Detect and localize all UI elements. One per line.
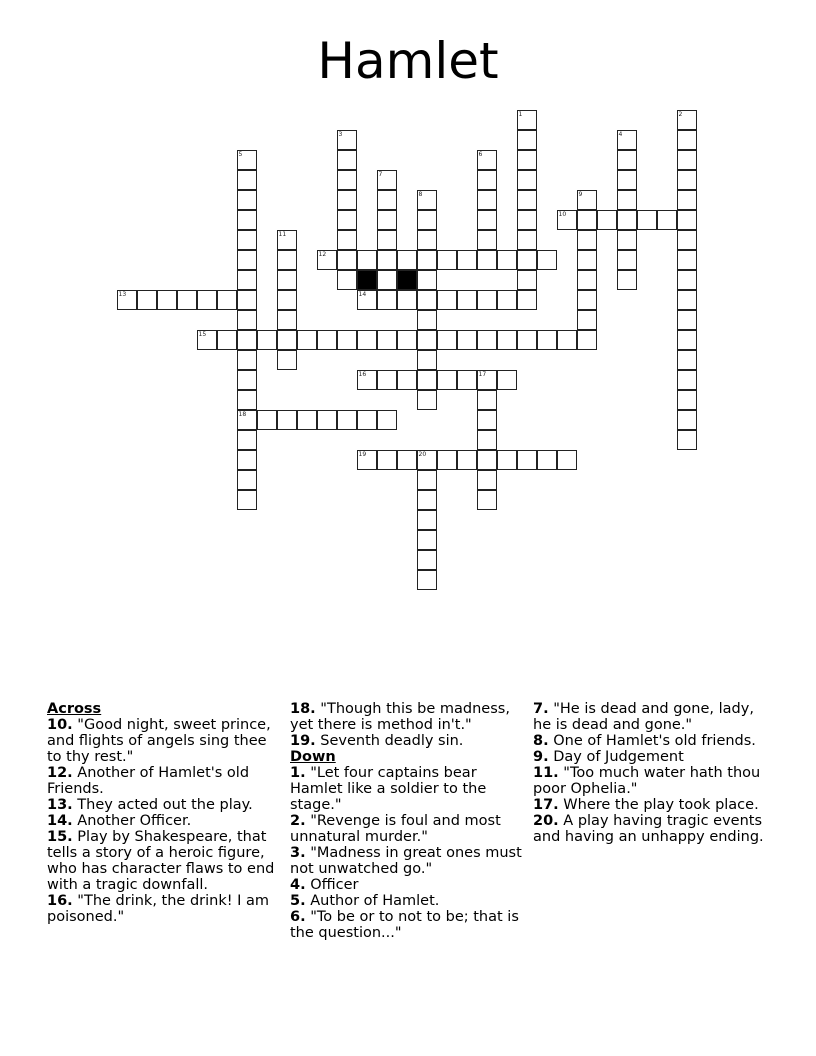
grid-cell[interactable] <box>417 210 437 230</box>
clue-number: 12 <box>318 250 327 258</box>
grid-cell[interactable] <box>497 450 517 470</box>
grid-cell[interactable] <box>537 450 557 470</box>
clues-column-2 <box>290 701 522 941</box>
clue-down-8: 8. One of Hamlet's old friends. <box>533 733 756 749</box>
grid-cell[interactable] <box>417 450 437 470</box>
grid-cell[interactable] <box>677 250 697 270</box>
clue-across-13: 13. They acted out the play. <box>47 797 253 813</box>
clue-number: 8 <box>418 190 423 198</box>
grid-cell[interactable] <box>357 450 377 470</box>
clue-across-19: 19. Seventh deadly sin. <box>290 733 464 749</box>
grid-cell[interactable] <box>477 150 497 170</box>
grid-cell[interactable] <box>477 330 497 350</box>
grid-cell[interactable] <box>277 290 297 310</box>
grid-cell[interactable] <box>577 190 597 210</box>
grid-cell[interactable] <box>457 250 477 270</box>
grid-cell[interactable] <box>457 330 477 350</box>
grid-cell[interactable] <box>317 410 337 430</box>
grid-cell[interactable] <box>277 270 297 290</box>
grid-cell[interactable] <box>237 290 257 310</box>
clue-number: 16 <box>358 370 367 378</box>
across-header: Across <box>47 701 102 717</box>
grid-cell[interactable] <box>657 210 677 230</box>
grid-cell[interactable] <box>677 130 697 150</box>
grid-cell[interactable] <box>677 310 697 330</box>
grid-cell[interactable] <box>337 270 357 290</box>
grid-cell[interactable] <box>337 210 357 230</box>
clue-down-11: 11. "Too much water hath thou poor Ophelia." <box>533 765 761 797</box>
grid-cell[interactable] <box>137 290 157 310</box>
grid-cell[interactable] <box>237 370 257 390</box>
grid-cell[interactable] <box>577 330 597 350</box>
grid-cell[interactable] <box>477 450 497 470</box>
grid-cell[interactable] <box>677 430 697 450</box>
clue-number: 13 <box>118 290 127 298</box>
grid-cell[interactable] <box>557 330 577 350</box>
clue-number: 3 <box>338 130 343 138</box>
clue-down-20: 20. A play having tragic events and having an unhappy ending. <box>533 813 764 845</box>
grid-cell[interactable] <box>217 330 237 350</box>
clues-column-3 <box>533 701 765 845</box>
grid-cell[interactable] <box>677 390 697 410</box>
grid-cell[interactable] <box>677 190 697 210</box>
grid-cell[interactable] <box>237 430 257 450</box>
grid-cell[interactable] <box>397 290 417 310</box>
grid-cell[interactable] <box>237 470 257 490</box>
grid-cell[interactable] <box>357 290 377 310</box>
clue-across-14: 14. Another Officer. <box>47 813 192 829</box>
grid-cell[interactable] <box>477 250 497 270</box>
grid-cell[interactable] <box>397 370 417 390</box>
grid-cell[interactable] <box>337 130 357 150</box>
grid-cell[interactable] <box>477 370 497 390</box>
grid-cell[interactable] <box>437 290 457 310</box>
grid-cell[interactable] <box>417 190 437 210</box>
grid-cell[interactable] <box>497 370 517 390</box>
grid-cell[interactable] <box>517 290 537 310</box>
black-cell <box>357 270 377 290</box>
clue-number: 15 <box>198 330 207 338</box>
grid-cell[interactable] <box>377 270 397 290</box>
grid-cell[interactable] <box>437 330 457 350</box>
clue-number: 10 <box>558 210 567 218</box>
clue-number: 20 <box>418 450 427 458</box>
grid-cell[interactable] <box>417 510 437 530</box>
grid-cell[interactable] <box>517 190 537 210</box>
grid-cell[interactable] <box>377 210 397 230</box>
grid-cell[interactable] <box>277 350 297 370</box>
clues-column-1 <box>47 701 279 925</box>
grid-cell[interactable] <box>677 410 697 430</box>
grid-cell[interactable] <box>537 330 557 350</box>
grid-cell[interactable] <box>117 290 137 310</box>
grid-cell[interactable] <box>457 450 477 470</box>
grid-cell[interactable] <box>157 290 177 310</box>
grid-cell[interactable] <box>397 330 417 350</box>
grid-cell[interactable] <box>417 390 437 410</box>
grid-cell[interactable] <box>617 230 637 250</box>
grid-cell[interactable] <box>517 270 537 290</box>
grid-cell[interactable] <box>617 250 637 270</box>
clue-across-18: 18. "Though this be madness, yet there is method in't." <box>290 701 510 733</box>
grid-cell[interactable] <box>517 450 537 470</box>
clue-number: 1 <box>518 110 523 118</box>
grid-cell[interactable] <box>297 330 317 350</box>
grid-cell[interactable] <box>617 190 637 210</box>
grid-cell[interactable] <box>477 410 497 430</box>
grid-cell[interactable] <box>417 470 437 490</box>
grid-cell[interactable] <box>477 170 497 190</box>
grid-cell[interactable] <box>237 270 257 290</box>
grid-cell[interactable] <box>677 170 697 190</box>
grid-cell[interactable] <box>577 250 597 270</box>
grid-cell[interactable] <box>377 330 397 350</box>
grid-cell[interactable] <box>477 190 497 210</box>
grid-cell[interactable] <box>237 210 257 230</box>
grid-cell[interactable] <box>517 230 537 250</box>
grid-cell[interactable] <box>237 410 257 430</box>
grid-cell[interactable] <box>417 570 437 590</box>
clue-number: 6 <box>478 150 483 158</box>
grid-cell[interactable] <box>377 370 397 390</box>
grid-cell[interactable] <box>237 390 257 410</box>
clue-across-12: 12. Another of Hamlet's old Friends. <box>47 765 250 797</box>
crossword-grid <box>117 110 717 600</box>
grid-cell[interactable] <box>517 110 537 130</box>
clue-down-7: 7. "He is dead and gone, lady, he is dead and gone." <box>533 701 754 733</box>
grid-cell[interactable] <box>237 450 257 470</box>
grid-cell[interactable] <box>377 250 397 270</box>
grid-cell[interactable] <box>437 250 457 270</box>
grid-cell[interactable] <box>477 290 497 310</box>
grid-cell[interactable] <box>397 250 417 270</box>
grid-cell[interactable] <box>517 150 537 170</box>
grid-cell[interactable] <box>237 190 257 210</box>
grid-cell[interactable] <box>417 290 437 310</box>
grid-cell[interactable] <box>337 330 357 350</box>
grid-cell[interactable] <box>617 130 637 150</box>
grid-cell[interactable] <box>477 490 497 510</box>
grid-cell[interactable] <box>417 230 437 250</box>
grid-cell[interactable] <box>197 330 217 350</box>
grid-cell[interactable] <box>377 230 397 250</box>
grid-cell[interactable] <box>577 290 597 310</box>
grid-cell[interactable] <box>477 210 497 230</box>
grid-cell[interactable] <box>237 330 257 350</box>
grid-cell[interactable] <box>417 330 437 350</box>
clue-across-10: 10. "Good night, sweet prince, and flights of angels sing thee to thy rest." <box>47 717 271 765</box>
grid-cell[interactable] <box>557 210 577 230</box>
grid-cell[interactable] <box>237 310 257 330</box>
grid-cell[interactable] <box>577 230 597 250</box>
grid-cell[interactable] <box>517 170 537 190</box>
grid-cell[interactable] <box>337 150 357 170</box>
clue-number: 9 <box>578 190 583 198</box>
clue-number: 11 <box>278 230 287 238</box>
grid-cell[interactable] <box>417 250 437 270</box>
grid-cell[interactable] <box>637 210 657 230</box>
grid-cell[interactable] <box>677 350 697 370</box>
grid-cell[interactable] <box>277 410 297 430</box>
grid-cell[interactable] <box>317 330 337 350</box>
grid-cell[interactable] <box>517 130 537 150</box>
grid-cell[interactable] <box>277 250 297 270</box>
grid-cell[interactable] <box>337 410 357 430</box>
clue-down-6: 6. "To be or to not to be; that is the question..." <box>290 909 519 941</box>
grid-cell[interactable] <box>177 290 197 310</box>
grid-cell[interactable] <box>237 150 257 170</box>
grid-cell[interactable] <box>237 350 257 370</box>
grid-cell[interactable] <box>677 290 697 310</box>
grid-cell[interactable] <box>217 290 237 310</box>
grid-cell[interactable] <box>417 310 437 330</box>
grid-cell[interactable] <box>597 210 617 230</box>
clue-across-15: 15. Play by Shakespeare, that tells a story of a heroic figure, who has character flaws to end with a tragic downfall. <box>47 829 275 893</box>
grid-cell[interactable] <box>377 410 397 430</box>
grid-cell[interactable] <box>517 250 537 270</box>
grid-cell[interactable] <box>337 170 357 190</box>
clue-number: 14 <box>358 290 367 298</box>
grid-cell[interactable] <box>497 250 517 270</box>
grid-cell[interactable] <box>617 170 637 190</box>
grid-cell[interactable] <box>297 410 317 430</box>
clue-number: 19 <box>358 450 367 458</box>
grid-cell[interactable] <box>357 330 377 350</box>
grid-cell[interactable] <box>337 250 357 270</box>
grid-cell[interactable] <box>477 230 497 250</box>
grid-cell[interactable] <box>577 310 597 330</box>
grid-cell[interactable] <box>677 270 697 290</box>
grid-cell[interactable] <box>617 210 637 230</box>
grid-cell[interactable] <box>317 250 337 270</box>
grid-cell[interactable] <box>417 490 437 510</box>
clue-number: 17 <box>478 370 487 378</box>
clue-down-4: 4. Officer <box>290 877 359 893</box>
grid-cell[interactable] <box>537 250 557 270</box>
grid-cell[interactable] <box>237 250 257 270</box>
grid-cell[interactable] <box>497 330 517 350</box>
grid-cell[interactable] <box>277 330 297 350</box>
clue-across-16: 16. "The drink, the drink! I am poisoned." <box>47 893 270 925</box>
grid-cell[interactable] <box>577 210 597 230</box>
grid-cell[interactable] <box>477 470 497 490</box>
grid-cell[interactable] <box>417 530 437 550</box>
grid-cell[interactable] <box>617 270 637 290</box>
clue-down-5: 5. Author of Hamlet. <box>290 893 440 909</box>
grid-cell[interactable] <box>417 270 437 290</box>
grid-cell[interactable] <box>337 230 357 250</box>
grid-cell[interactable] <box>477 430 497 450</box>
grid-cell[interactable] <box>237 490 257 510</box>
grid-cell[interactable] <box>617 150 637 170</box>
grid-cell[interactable] <box>357 370 377 390</box>
grid-cell[interactable] <box>677 330 697 350</box>
grid-cell[interactable] <box>377 190 397 210</box>
grid-cell[interactable] <box>457 370 477 390</box>
grid-cell[interactable] <box>497 290 517 310</box>
grid-cell[interactable] <box>517 330 537 350</box>
grid-cell[interactable] <box>357 250 377 270</box>
grid-cell[interactable] <box>377 290 397 310</box>
grid-cell[interactable] <box>277 230 297 250</box>
grid-cell[interactable] <box>377 450 397 470</box>
grid-cell[interactable] <box>237 230 257 250</box>
clue-down-3: 3. "Madness in great ones must not unwatched go." <box>290 845 522 877</box>
grid-cell[interactable] <box>417 550 437 570</box>
grid-cell[interactable] <box>377 170 397 190</box>
grid-cell[interactable] <box>257 410 277 430</box>
grid-cell[interactable] <box>237 170 257 190</box>
clue-number: 5 <box>238 150 243 158</box>
grid-cell[interactable] <box>337 190 357 210</box>
grid-cell[interactable] <box>577 270 597 290</box>
grid-cell[interactable] <box>517 210 537 230</box>
clue-number: 2 <box>678 110 683 118</box>
grid-cell[interactable] <box>677 150 697 170</box>
grid-cell[interactable] <box>357 410 377 430</box>
grid-cell[interactable] <box>417 350 437 370</box>
grid-cell[interactable] <box>197 290 217 310</box>
black-cell <box>397 270 417 290</box>
grid-cell[interactable] <box>457 290 477 310</box>
clue-number: 7 <box>378 170 383 178</box>
clue-down-9: 9. Day of Judgement <box>533 749 684 765</box>
grid-cell[interactable] <box>437 370 457 390</box>
grid-cell[interactable] <box>557 450 577 470</box>
clue-number: 18 <box>238 410 247 418</box>
clue-down-1: 1. "Let four captains bear Hamlet like a soldier to the stage." <box>290 765 487 813</box>
clue-number: 4 <box>618 130 623 138</box>
clue-down-2: 2. "Revenge is foul and most unnatural murder." <box>290 813 501 845</box>
puzzle-title: Hamlet <box>317 32 499 90</box>
grid-cell[interactable] <box>677 230 697 250</box>
grid-cell[interactable] <box>257 330 277 350</box>
grid-cell[interactable] <box>677 210 697 230</box>
down-header: Down <box>290 749 336 765</box>
grid-cell[interactable] <box>677 370 697 390</box>
clue-down-17: 17. Where the play took place. <box>533 797 759 813</box>
grid-cell[interactable] <box>277 310 297 330</box>
grid-cell[interactable] <box>397 450 417 470</box>
grid-cell[interactable] <box>677 110 697 130</box>
grid-cell[interactable] <box>437 450 457 470</box>
grid-cell[interactable] <box>417 370 437 390</box>
grid-cell[interactable] <box>477 390 497 410</box>
